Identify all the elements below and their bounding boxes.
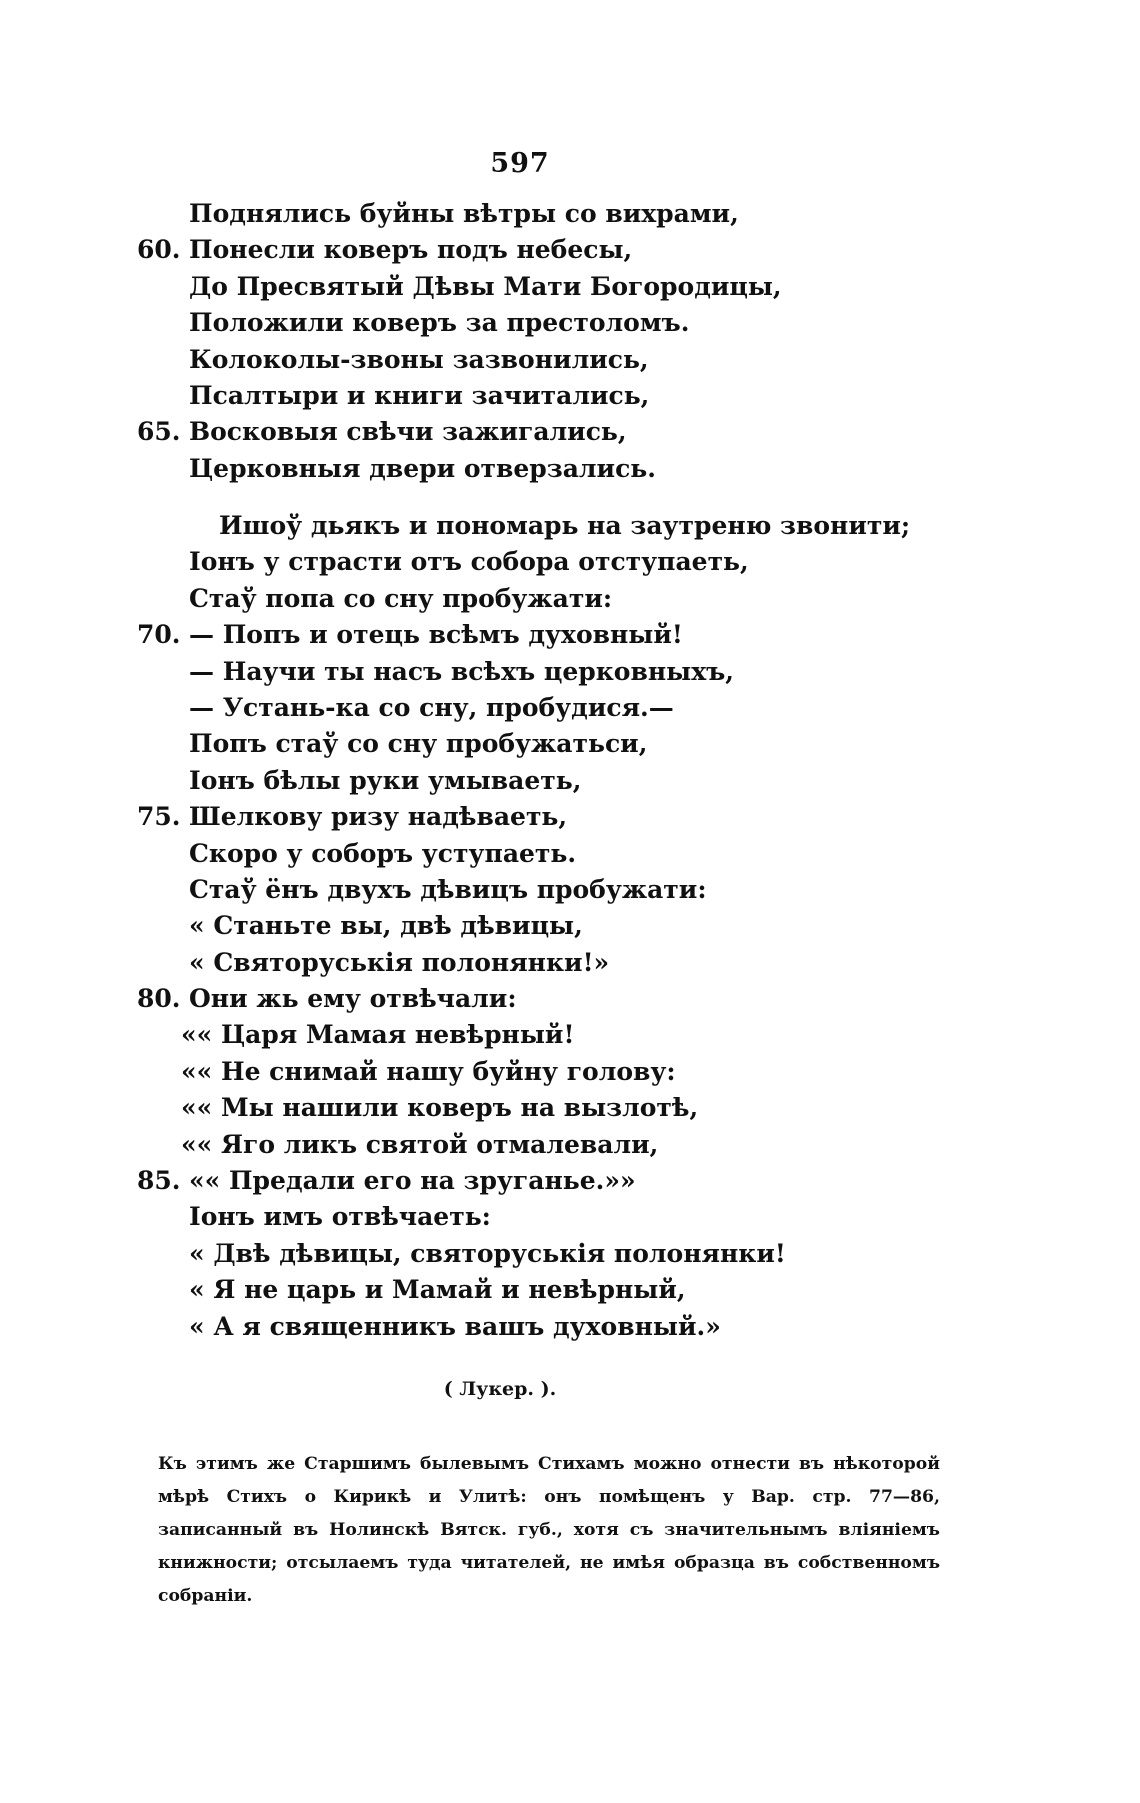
verse-line (0, 232, 1000, 268)
verse-line (0, 908, 1000, 944)
verse-line (0, 451, 1000, 487)
verse-line (0, 799, 1000, 835)
verse-number: 85. (137, 1166, 181, 1196)
verse-text: Они жь ему отвѣчали: (189, 984, 517, 1014)
verse-text: — Научи ты насъ всѣхъ церковныхъ, (189, 656, 734, 686)
verse-text: Іонъ имъ отвѣчаеть: (189, 1202, 491, 1232)
verse-text: Стаў ёнъ двухъ дѣвицъ пробужати: (189, 874, 707, 904)
verse-line (0, 196, 1000, 232)
verse-text: Понесли коверъ подъ небесы, (189, 235, 633, 265)
verse-line (0, 1236, 1000, 1272)
verse-text: « Двѣ дѣвицы, святоруськія полонянки! (189, 1238, 786, 1268)
footnote: Къ этимъ же Старшимъ былевымъ Стихамъ можно отнести въ нѣкоторой мѣрѣ Стихъ о Кирикѣ и Улитѣ: онъ помѣщенъ у Вар. стр. 77—86, записанный въ Нолинскѣ Вятск. губ., хотя съ значительнымъ вліяніемъ книжности; отсылаемъ туда читателей, не имѣя образца въ собственномъ собраніи. (158, 1454, 940, 1606)
verse-line (0, 342, 1000, 378)
verse-line (0, 305, 1000, 341)
verse-line (0, 414, 1000, 450)
verse-text: До Пресвятый Дѣвы Мати Богородицы, (189, 271, 782, 301)
verse-line (0, 1017, 1000, 1053)
verse-number: 75. (137, 802, 181, 832)
verse-text: « Станьте вы, двѣ дѣвицы, (189, 911, 583, 941)
verse-text: Іонъ бѣлы руки умываеть, (189, 765, 582, 795)
verse-line (0, 1309, 1000, 1345)
verse-text: Восковыя свѣчи зажигались, (189, 417, 627, 447)
verse-text: Поднялись буйны вѣтры со вихрами, (189, 199, 739, 228)
verse-line (0, 581, 1000, 617)
verse-block-1 (0, 196, 1000, 487)
verse-line (0, 617, 1000, 653)
verse-text: Колоколы-звоны зазвонились, (189, 344, 649, 374)
verse-text: Шелкову ризу надѣваеть, (189, 802, 568, 832)
verse-text: « А я священникъ вашъ духовный.» (189, 1311, 721, 1341)
verse-text: « Я не царь и Мамай и невѣрный, (189, 1275, 686, 1305)
verse-text: Попъ стаў со сну пробужатьси, (189, 729, 648, 759)
verse-line (0, 872, 1000, 908)
verse-line (0, 981, 1000, 1017)
verse-line (0, 945, 1000, 981)
verse-number: 60. (137, 235, 181, 265)
verse-number: 80. (137, 984, 181, 1014)
verse-text: Іонъ у страсти отъ собора отступаеть, (189, 547, 749, 577)
verse-line (0, 1163, 1000, 1199)
verse-block-2 (0, 508, 1000, 1345)
verse-text: Положили коверъ за престоломъ. (189, 308, 690, 338)
verse-text: «« Яго ликъ святой отмалевали, (181, 1129, 659, 1159)
verse-line (0, 1199, 1000, 1235)
verse-line (0, 378, 1000, 414)
verse-line (0, 654, 1000, 690)
page-number: 597 (490, 148, 550, 179)
verse-text: «« Царя Мамая невѣрный! (181, 1020, 575, 1050)
verse-line (0, 1127, 1000, 1163)
verse-text: — Попъ и отець всѣмъ духовный! (189, 620, 683, 650)
verse-line (0, 763, 1000, 799)
verse-text: «« Предали его на зруганье.»» (189, 1166, 636, 1196)
verse-line (0, 690, 1000, 726)
verse-text: Скоро у соборъ уступаеть. (189, 838, 577, 868)
verse-text: Псалтыри и книги зачитались, (189, 380, 650, 410)
verse-text: « Святоруськія полонянки!» (189, 947, 610, 977)
verse-line (0, 544, 1000, 580)
verse-line (0, 1090, 1000, 1126)
verse-text: «« Мы нашили коверъ на вызлотѣ, (181, 1093, 699, 1123)
verse-text: Стаў попа со сну пробужати: (189, 583, 613, 613)
verse-line (0, 1054, 1000, 1090)
verse-text: «« Не снимай нашу буйну голову: (181, 1056, 676, 1086)
source-attribution: ( Лукер. ). (443, 1378, 557, 1400)
verse-line (0, 508, 1000, 544)
verse-line (0, 836, 1000, 872)
verse-text: Ишоў дьякъ и пономарь на заутреню звонити; (219, 511, 911, 540)
verse-number: 70. (137, 620, 181, 650)
verse-number: 65. (137, 417, 181, 447)
verse-text: Церковныя двери отверзались. (189, 453, 656, 483)
verse-line (0, 1272, 1000, 1308)
verse-line (0, 269, 1000, 305)
verse-line (0, 726, 1000, 762)
verse-text: — Устань-ка со сну, пробудися.— (189, 692, 674, 722)
